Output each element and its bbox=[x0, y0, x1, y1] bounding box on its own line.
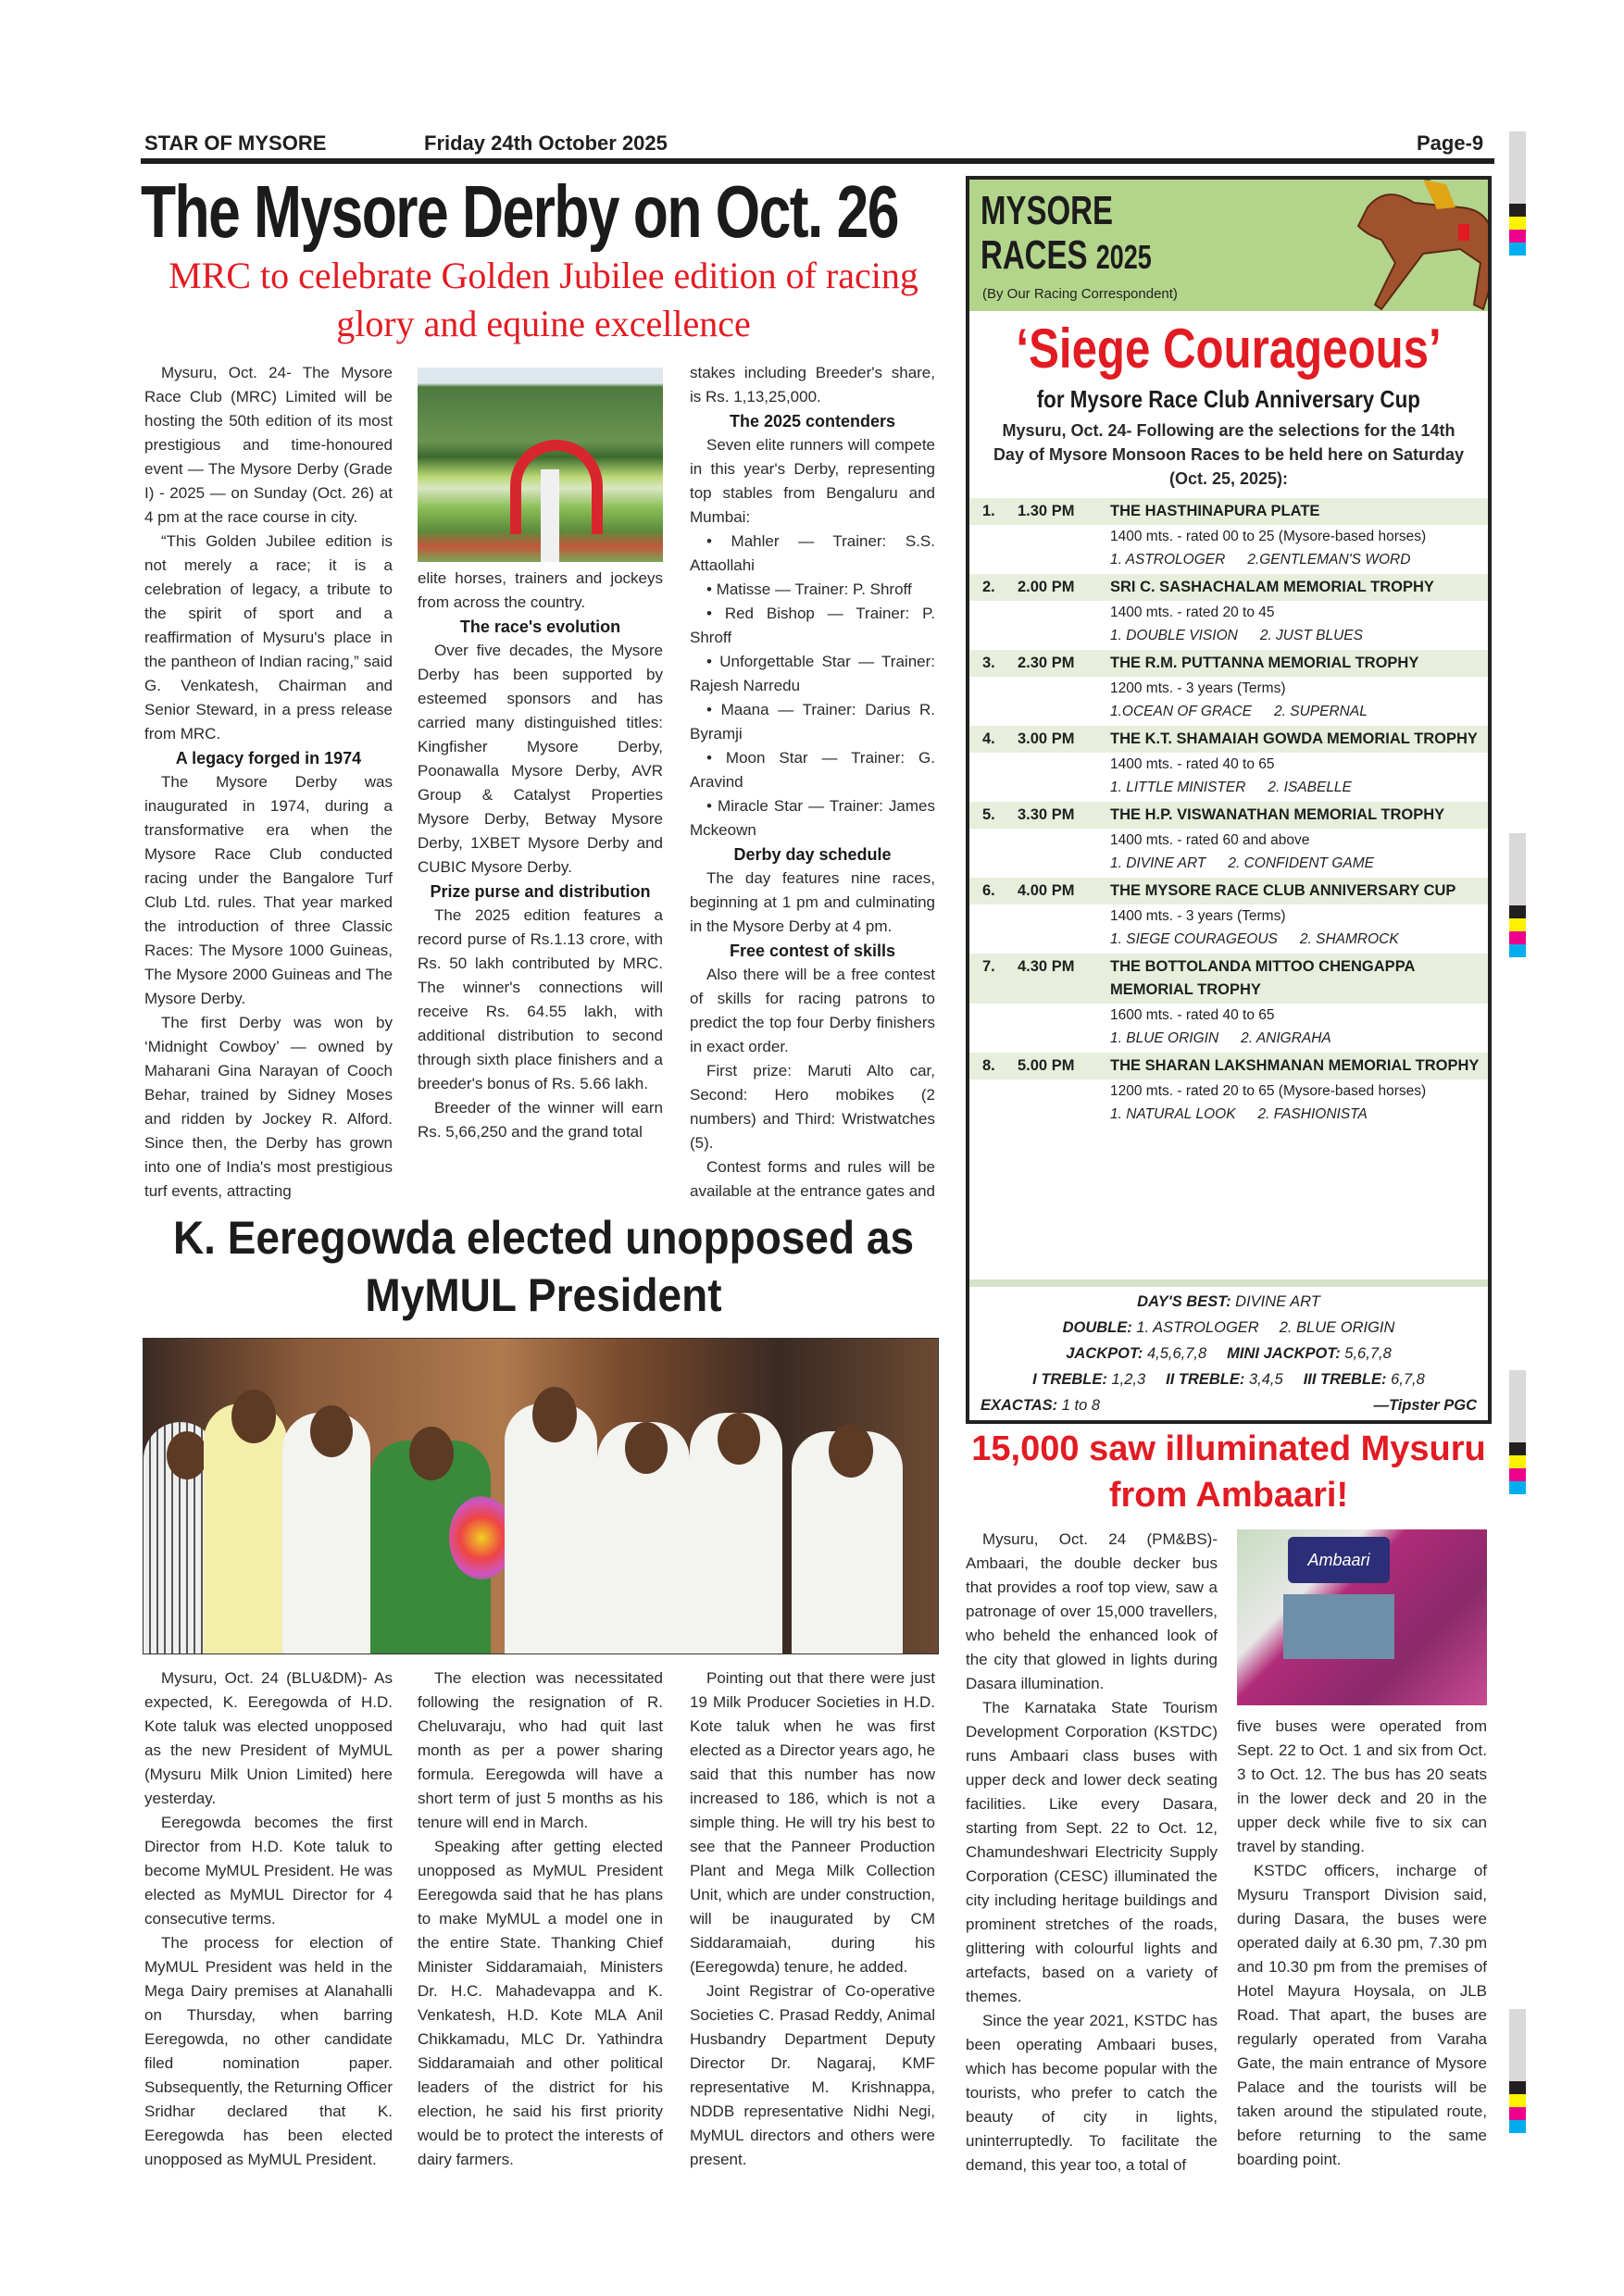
color-swatch bbox=[1509, 230, 1526, 243]
treble1-label: I TREBLE: bbox=[1032, 1371, 1107, 1388]
color-swatch bbox=[1509, 1370, 1526, 1442]
race-condition: 1600 mts. - rated 40 to 65 bbox=[1110, 1007, 1275, 1023]
race-selections bbox=[969, 700, 1488, 726]
race-condition: 1400 mts. - rated 40 to 65 bbox=[1110, 756, 1275, 772]
race-entry bbox=[969, 726, 1488, 802]
treble1-value: 1,2,3 bbox=[1111, 1371, 1146, 1388]
race-name: THE R.M. PUTTANNA MEMORIAL TROPHY bbox=[1110, 655, 1419, 671]
race-title-bar bbox=[969, 498, 1488, 525]
race-condition: 1400 mts. - 3 years (Terms) bbox=[1110, 908, 1286, 924]
days-best-value: DIVINE ART bbox=[1235, 1293, 1320, 1310]
races-headline-wrap bbox=[969, 317, 1488, 381]
treble3-label: III TREBLE: bbox=[1303, 1371, 1387, 1388]
mini-jackpot-value: 5,6,7,8 bbox=[1344, 1345, 1392, 1362]
race-selections bbox=[969, 1103, 1488, 1129]
paragraph: • Red Bishop — Trainer: P. Shroff bbox=[690, 605, 935, 646]
derby-column-2 bbox=[418, 567, 663, 1204]
registration-marks-3 bbox=[1509, 1370, 1526, 1494]
exactas-value: 1 to 8 bbox=[1061, 1397, 1101, 1414]
color-swatch bbox=[1509, 1442, 1526, 1455]
race-title-bar bbox=[969, 802, 1488, 829]
header-rule bbox=[141, 158, 1494, 164]
race-entry bbox=[969, 498, 1488, 574]
race-pick-2: 2.GENTLEMAN'S WORD bbox=[1247, 552, 1411, 568]
race-name: THE K.T. SHAMAIAH GOWDA MEMORIAL TROPHY bbox=[1110, 730, 1478, 747]
subheading: A legacy forged in 1974 bbox=[175, 749, 362, 767]
race-condition: 1400 mts. - rated 60 and above bbox=[1110, 832, 1310, 848]
color-swatch bbox=[1509, 833, 1526, 905]
color-swatch bbox=[1509, 131, 1526, 204]
paragraph: Mysuru, Oct. 24 (PM&BS)- Ambaari, the double decker bus that provides a roof top view, saw a patronage of over 15,000 travellers, who beheld the enhanced look of the city that glowed in lights during Dasara illumination. bbox=[966, 1530, 1218, 1692]
race-time: 4.00 PM bbox=[1018, 882, 1075, 899]
subheading: The race's evolution bbox=[459, 618, 621, 636]
color-swatch bbox=[1509, 905, 1526, 918]
derby-subheadline: MRC to celebrate Golden Jubilee edition of racing glory and equine excellence bbox=[169, 255, 918, 344]
treble2-value: 3,4,5 bbox=[1248, 1371, 1283, 1388]
mymul-column-2 bbox=[418, 1666, 663, 2185]
race-time: 4.30 PM bbox=[1018, 958, 1075, 975]
paragraph: First prize: Maruti Alto car, Second: Hero mobikes (2 numbers) and Third: Wristwatches (5). bbox=[690, 1062, 935, 1152]
race-number: 2. bbox=[982, 579, 995, 595]
paragraph: Seven elite runners will compete in this year's Derby, representing top stables from Bengaluru and Mumbai: bbox=[690, 436, 935, 526]
paragraph: Pointing out that there were just 19 Milk Producer Societies in H.D. Kote taluk when he was first elected as a Director years ago, he said that this number has now increased to 186, which is not a simple thing. He will try his best to see that the Panneer Production Plant and Mega Milk Collection Unit, which are under construction, will be inaugurated by CM Siddaramaiah, during his (Eeregowda) tenure, he added. bbox=[690, 1669, 935, 1976]
race-pick-2: 2. CONFIDENT GAME bbox=[1228, 855, 1374, 871]
race-number: 3. bbox=[982, 655, 995, 671]
ambaari-headline: 15,000 saw illuminated Mysuru from Ambaari! bbox=[971, 1429, 1486, 1515]
paragraph: Since the year 2021, KSTDC has been operating Ambaari buses, which has become popular with the tourists, who prefer to catch the beauty of city in lights, uninterruptedly. To facilitate the demand, this year too, a total of bbox=[966, 2012, 1218, 2174]
race-pick-2: 2. FASHIONISTA bbox=[1257, 1106, 1368, 1122]
race-pick-1: 1. DOUBLE VISION bbox=[1110, 628, 1238, 643]
color-swatch bbox=[1509, 1455, 1526, 1468]
color-swatch bbox=[1509, 217, 1526, 230]
race-pick-1: 1. ASTROLOGER bbox=[1110, 552, 1226, 568]
paragraph: • Moon Star — Trainer: G. Aravind bbox=[690, 749, 935, 791]
paragraph: Also there will be a free contest of skills for racing patrons to predict the top four Derby finishers in exact order. bbox=[690, 966, 935, 1055]
color-swatch bbox=[1509, 1468, 1526, 1481]
race-number: 1. bbox=[982, 503, 995, 519]
race-number: 4. bbox=[982, 730, 995, 747]
race-pick-2: 2. JUST BLUES bbox=[1259, 628, 1363, 643]
head bbox=[532, 1387, 577, 1442]
races-title-line1: MYSORE bbox=[981, 188, 1114, 233]
race-title-bar bbox=[969, 878, 1488, 905]
race-entry bbox=[969, 650, 1488, 726]
paragraph: • Matisse — Trainer: P. Shroff bbox=[706, 580, 912, 598]
registration-marks-1 bbox=[1509, 131, 1526, 256]
race-selections bbox=[969, 1027, 1488, 1053]
bus-windshield bbox=[1283, 1594, 1394, 1659]
color-swatch bbox=[1509, 2107, 1526, 2120]
races-headline: ‘Siege Courageous’ bbox=[1016, 318, 1442, 380]
betting-tips bbox=[969, 1279, 1488, 1420]
paragraph: • Maana — Trainer: Darius R. Byramji bbox=[690, 701, 935, 742]
registration-marks-4 bbox=[1509, 2009, 1526, 2133]
paragraph: elite horses, trainers and jockeys from across the country. bbox=[418, 569, 663, 611]
treble3-value: 6,7,8 bbox=[1391, 1371, 1425, 1388]
race-time: 2.00 PM bbox=[1018, 579, 1075, 595]
subheading: Free contest of skills bbox=[729, 942, 896, 960]
racecourse-photo bbox=[418, 368, 663, 562]
racing-byline: (By Our Racing Correspondent) bbox=[982, 286, 1178, 302]
exactas-label: EXACTAS: bbox=[981, 1397, 1058, 1414]
race-title-bar bbox=[969, 574, 1488, 601]
jackpot-label: JACKPOT: bbox=[1066, 1345, 1143, 1362]
race-pick-2: 2. ANIGRAHA bbox=[1241, 1030, 1331, 1046]
race-pick-1: 1. SIEGE COURAGEOUS bbox=[1110, 931, 1278, 947]
race-entry bbox=[969, 574, 1488, 650]
derby-column-1 bbox=[144, 361, 393, 1204]
head bbox=[829, 1424, 873, 1478]
paragraph: The Karnataka State Tourism Development Corporation (KSTDC) runs Ambaari class buses with upper deck and lower deck seating facilities. Like every Dasara, starting from Sept. 22 to Oct. 12, Chamundeshwari Electricity Supply Corporation (CESC) illuminated the city including heritage buildings and prominent stretches of the roads, glittering with colourful lights and artefacts, based on a variety of themes. bbox=[966, 1699, 1218, 2005]
issue-date: Friday 24th October 2025 bbox=[424, 131, 668, 155]
head bbox=[625, 1422, 668, 1474]
race-name: THE SHARAN LAKSHMANAN MEMORIAL TROPHY bbox=[1110, 1057, 1480, 1074]
paragraph: “This Golden Jubilee edition is not merely a race; it is a celebration of legacy, a tribute to the spirit of sport and a reaffirmation of Mysuru's place in the pantheon of Indian racing,” said G. Venkatesh, Chairman and Senior Steward, in a press release from MRC. bbox=[144, 532, 393, 742]
paragraph: Mysuru, Oct. 24 (BLU&DM)- As expected, K. Eeregowda of H.D. Kote taluk was elected unopposed as the new President of MyMUL (Mysuru Milk Union Limited) here yesterday. bbox=[144, 1669, 393, 1807]
double-pick-1: 1. ASTROLOGER bbox=[1136, 1319, 1259, 1336]
paragraph: Contest forms and rules will be available at the entrance gates and bbox=[690, 1158, 935, 1200]
race-list bbox=[969, 498, 1488, 1129]
head bbox=[231, 1390, 276, 1443]
race-condition: 1400 mts. - rated 20 to 45 bbox=[1110, 605, 1275, 620]
race-number: 7. bbox=[982, 958, 995, 975]
pillar bbox=[541, 469, 559, 562]
racehorse-jockey-icon bbox=[1330, 176, 1492, 318]
derby-column-3 bbox=[690, 361, 935, 1204]
paragraph: The Mysore Derby was inaugurated in 1974, during a transformative era when the Mysore Race Club conducted racing under the Bangalore Turf Club Ltd. rules. That year marked the introduction of three Classic Races: The Mysore 1000 Guineas, The Mysore 2000 Guineas and The Mysore Derby. bbox=[144, 773, 393, 1007]
race-selections bbox=[969, 776, 1488, 802]
color-swatch bbox=[1509, 2120, 1526, 2133]
race-pick-2: 2. SUPERNAL bbox=[1274, 704, 1368, 719]
race-time: 3.30 PM bbox=[1018, 806, 1075, 823]
race-pick-1: 1. LITTLE MINISTER bbox=[1110, 780, 1246, 795]
tipster-credit: —Tipster PGC bbox=[1373, 1397, 1477, 1414]
paragraph: Mysuru, Oct. 24- The Mysore Race Club (MRC) Limited will be hosting the 50th edition of its most prestigious and time-honoured event — The Mysore Derby (Grade I) - 2025 — on Sunday (Oct. 26) at 4 pm at the race course in city. bbox=[144, 364, 393, 526]
races-title-year: 2025 bbox=[1095, 238, 1152, 276]
subheading: The 2025 contenders bbox=[729, 412, 896, 430]
race-pick-1: 1. NATURAL LOOK bbox=[1110, 1106, 1236, 1122]
days-best-label: DAY'S BEST: bbox=[1137, 1293, 1231, 1310]
race-pick-1: 1. DIVINE ART bbox=[1110, 855, 1206, 871]
race-pick-1: 1. BLUE ORIGIN bbox=[1110, 1030, 1219, 1046]
race-selections bbox=[969, 624, 1488, 650]
race-number: 6. bbox=[982, 882, 995, 899]
subheading: Prize purse and distribution bbox=[430, 882, 651, 901]
color-swatch bbox=[1509, 2094, 1526, 2107]
paragraph: The first Derby was won by ‘Midnight Cowboy’ — owned by Maharani Gina Narayan of Cooch Behar, trained by Sidney Moses and ridden by Jockey R. Alford. Since then, the Derby has grown into one of India's most prestigious turf events, attracting bbox=[144, 1014, 393, 1200]
race-time: 3.00 PM bbox=[1018, 730, 1075, 747]
race-title-bar bbox=[969, 954, 1488, 1004]
color-swatch bbox=[1509, 2081, 1526, 2094]
race-name: THE BOTTOLANDA MITTOO CHENGAPPA MEMORIAL TROPHY bbox=[1110, 958, 1415, 998]
races-subheadline: for Mysore Race Club Anniversary Cup bbox=[1036, 385, 1421, 413]
mymul-headline-wrap bbox=[141, 1209, 946, 1329]
race-entry bbox=[969, 1053, 1488, 1129]
color-swatch bbox=[1509, 1481, 1526, 1494]
paragraph: • Mahler — Trainer: S.S. Attaollahi bbox=[690, 532, 935, 574]
derby-headline-wrap bbox=[141, 172, 946, 252]
race-selections bbox=[969, 548, 1488, 574]
double-pick-2: 2. BLUE ORIGIN bbox=[1279, 1319, 1395, 1336]
page-number: Page-9 bbox=[1417, 131, 1484, 155]
races-intro: Mysuru, Oct. 24- Following are the selections for the 14th Day of Mysore Monsoon Races to be held here on Saturday (Oct. 25, 2025): bbox=[993, 421, 1465, 488]
mymul-column-3 bbox=[690, 1666, 935, 2185]
color-swatch bbox=[1509, 944, 1526, 957]
color-swatch bbox=[1509, 2009, 1526, 2081]
head bbox=[167, 1431, 207, 1479]
race-name: THE HASTHINAPURA PLATE bbox=[1110, 503, 1320, 519]
race-pick-2: 2. ISABELLE bbox=[1268, 780, 1352, 795]
paragraph: Over five decades, the Mysore Derby has been supported by esteemed sponsors and has carried many distinguished titles: Kingfisher Mysore Derby, Poonawalla Mysore Derby, AVR Group & Catalyst Properties Mysore Derby, Betway Mysore Derby, 1XBET Mysore Derby and CUBIC Mysore Derby. bbox=[418, 642, 663, 876]
color-swatch bbox=[1509, 931, 1526, 944]
mymul-headline: K. Eeregowda elected unopposed as MyMUL President bbox=[172, 1212, 915, 1321]
paragraph: Joint Registrar of Co-operative Societies C. Prasad Reddy, Animal Husbandry Department Deputy Director Dr. Nagaraj, KMF representative M. Krishnappa, NDDB representative Nidhi Negi, MyMUL directors and others were present. bbox=[690, 1982, 935, 2168]
race-name: SRI C. SASHACHALAM MEMORIAL TROPHY bbox=[1110, 579, 1434, 595]
mini-jackpot-label: MINI JACKPOT: bbox=[1227, 1345, 1341, 1362]
bus-sign: Ambaari bbox=[1288, 1537, 1390, 1583]
race-selections bbox=[969, 928, 1488, 954]
head bbox=[409, 1427, 454, 1480]
race-time: 5.00 PM bbox=[1018, 1057, 1075, 1074]
race-title-bar bbox=[969, 1053, 1488, 1079]
paragraph: The process for election of MyMUL President was held in the Mega Dairy premises at Alanahalli on Thursday, when barring Eeregowda, no other candidate filed nomination paper. Subsequently, the Returning Officer Sridhar declared that K. Eeregowda has been elected unopposed as MyMUL President. bbox=[144, 1934, 393, 2168]
races-title bbox=[981, 189, 1208, 280]
races-subheadline-wrap bbox=[969, 383, 1488, 415]
race-time: 1.30 PM bbox=[1018, 503, 1075, 519]
race-selections bbox=[969, 852, 1488, 878]
paragraph: • Unforgettable Star — Trainer: Rajesh Narredu bbox=[690, 653, 935, 694]
jackpot-value: 4,5,6,7,8 bbox=[1146, 1345, 1207, 1362]
felicitation-photo bbox=[143, 1338, 939, 1654]
race-condition: 1200 mts. - 3 years (Terms) bbox=[1110, 680, 1286, 696]
ambaari-bus-photo bbox=[1237, 1529, 1487, 1705]
color-swatch bbox=[1509, 918, 1526, 931]
ambaari-column-1 bbox=[966, 1528, 1218, 2194]
mymul-column-1 bbox=[144, 1666, 393, 2185]
race-pick-1: 1.OCEAN OF GRACE bbox=[1110, 704, 1253, 719]
race-name: THE MYSORE RACE CLUB ANNIVERSARY CUP bbox=[1110, 882, 1456, 899]
race-pick-2: 2. SHAMROCK bbox=[1299, 931, 1399, 947]
color-swatch bbox=[1509, 243, 1526, 256]
double-label: DOUBLE: bbox=[1062, 1319, 1132, 1336]
derby-headline: The Mysore Derby on Oct. 26 bbox=[141, 172, 898, 252]
mysore-races-box bbox=[966, 176, 1492, 1424]
paragraph: The election was necessitated following the resignation of R. Cheluvaraju, who had quit last month as per a power sharing formula. Eeregowda will have a short term of just 5 months as his tenure will end in March. bbox=[418, 1669, 663, 1831]
treble2-label: II TREBLE: bbox=[1166, 1371, 1245, 1388]
race-condition: 1400 mts. - rated 00 to 25 (Mysore-based horses) bbox=[1110, 529, 1427, 544]
head bbox=[310, 1405, 353, 1457]
paragraph: Speaking after getting elected unopposed as MyMUL President Eeregowda said that he has plans to make MyMUL a model one in the entire State. Thanking Chief Minister Siddaramaiah, Ministers Dr. H.C. Mahadevappa and K. Venkatesh, H.D. Kote MLA Anil Chikkamadu, MLC Dr. Yathindra Siddaramaiah and other political leaders of the district for his election, he said his first priority would be to protect the interests of dairy farmers. bbox=[418, 1838, 663, 2168]
paragraph: stakes including Breeder's share, is Rs. 1,13,25,000. bbox=[690, 364, 935, 406]
paragraph: KSTDC officers, incharge of Mysuru Transport Division said, during Dasara, the buses were operated daily at 6.30 pm, 7.30 pm and 10.30 pm from the premises of Hotel Mayura Hoysala, on JLB Road. That apart, the buses are regularly operated from Varaha Gate, the main entrance of Mysore Palace and the tourists will be taken around the stipulated route, before returning to the same boarding point. bbox=[1237, 1862, 1487, 2168]
race-time: 2.30 PM bbox=[1018, 655, 1075, 671]
publication-name: STAR OF MYSORE bbox=[144, 131, 327, 155]
races-header bbox=[969, 180, 1488, 311]
paragraph: The day features nine races, beginning at 1 pm and culminating in the Mysore Derby at 4 pm. bbox=[690, 869, 935, 935]
paragraph: Eeregowda becomes the first Director from H.D. Kote taluk to become MyMUL President. He was elected as MyMUL Director for 4 consecutive terms. bbox=[144, 1814, 393, 1928]
race-number: 5. bbox=[982, 806, 995, 823]
race-entry bbox=[969, 878, 1488, 954]
race-entry bbox=[969, 954, 1488, 1053]
ambaari-column-2 bbox=[1237, 1715, 1487, 2194]
paragraph: Breeder of the winner will earn Rs. 5,66,250 and the grand total bbox=[418, 1099, 663, 1141]
color-swatch bbox=[1509, 204, 1526, 217]
paragraph: The 2025 edition features a record purse of Rs.1.13 crore, with Rs. 50 lakh contributed by MRC. The winner's connections will receive Rs. 64.55 lakh, with additional distribution to second through sixth place finishers and a breeder's bonus of Rs. 5.66 lakh. bbox=[418, 906, 663, 1092]
subheading: Derby day schedule bbox=[733, 845, 892, 864]
race-name: THE H.P. VISWANATHAN MEMORIAL TROPHY bbox=[1110, 806, 1445, 823]
race-condition: 1200 mts. - rated 20 to 65 (Mysore-based horses) bbox=[1110, 1083, 1427, 1099]
registration-marks-2 bbox=[1509, 833, 1526, 957]
paragraph: five buses were operated from Sept. 22 to Oct. 1 and six from Oct. 3 to Oct. 12. The bus has 20 seats in the lower deck and 20 in the upper deck while five to six can travel by standing. bbox=[1237, 1717, 1487, 1855]
races-title-line2: RACES bbox=[981, 232, 1088, 278]
race-number: 8. bbox=[982, 1057, 995, 1074]
paragraph: • Miracle Star — Trainer: James Mckeown bbox=[690, 797, 935, 839]
race-title-bar bbox=[969, 726, 1488, 753]
head bbox=[718, 1413, 760, 1465]
race-entry bbox=[969, 802, 1488, 878]
race-title-bar bbox=[969, 650, 1488, 677]
